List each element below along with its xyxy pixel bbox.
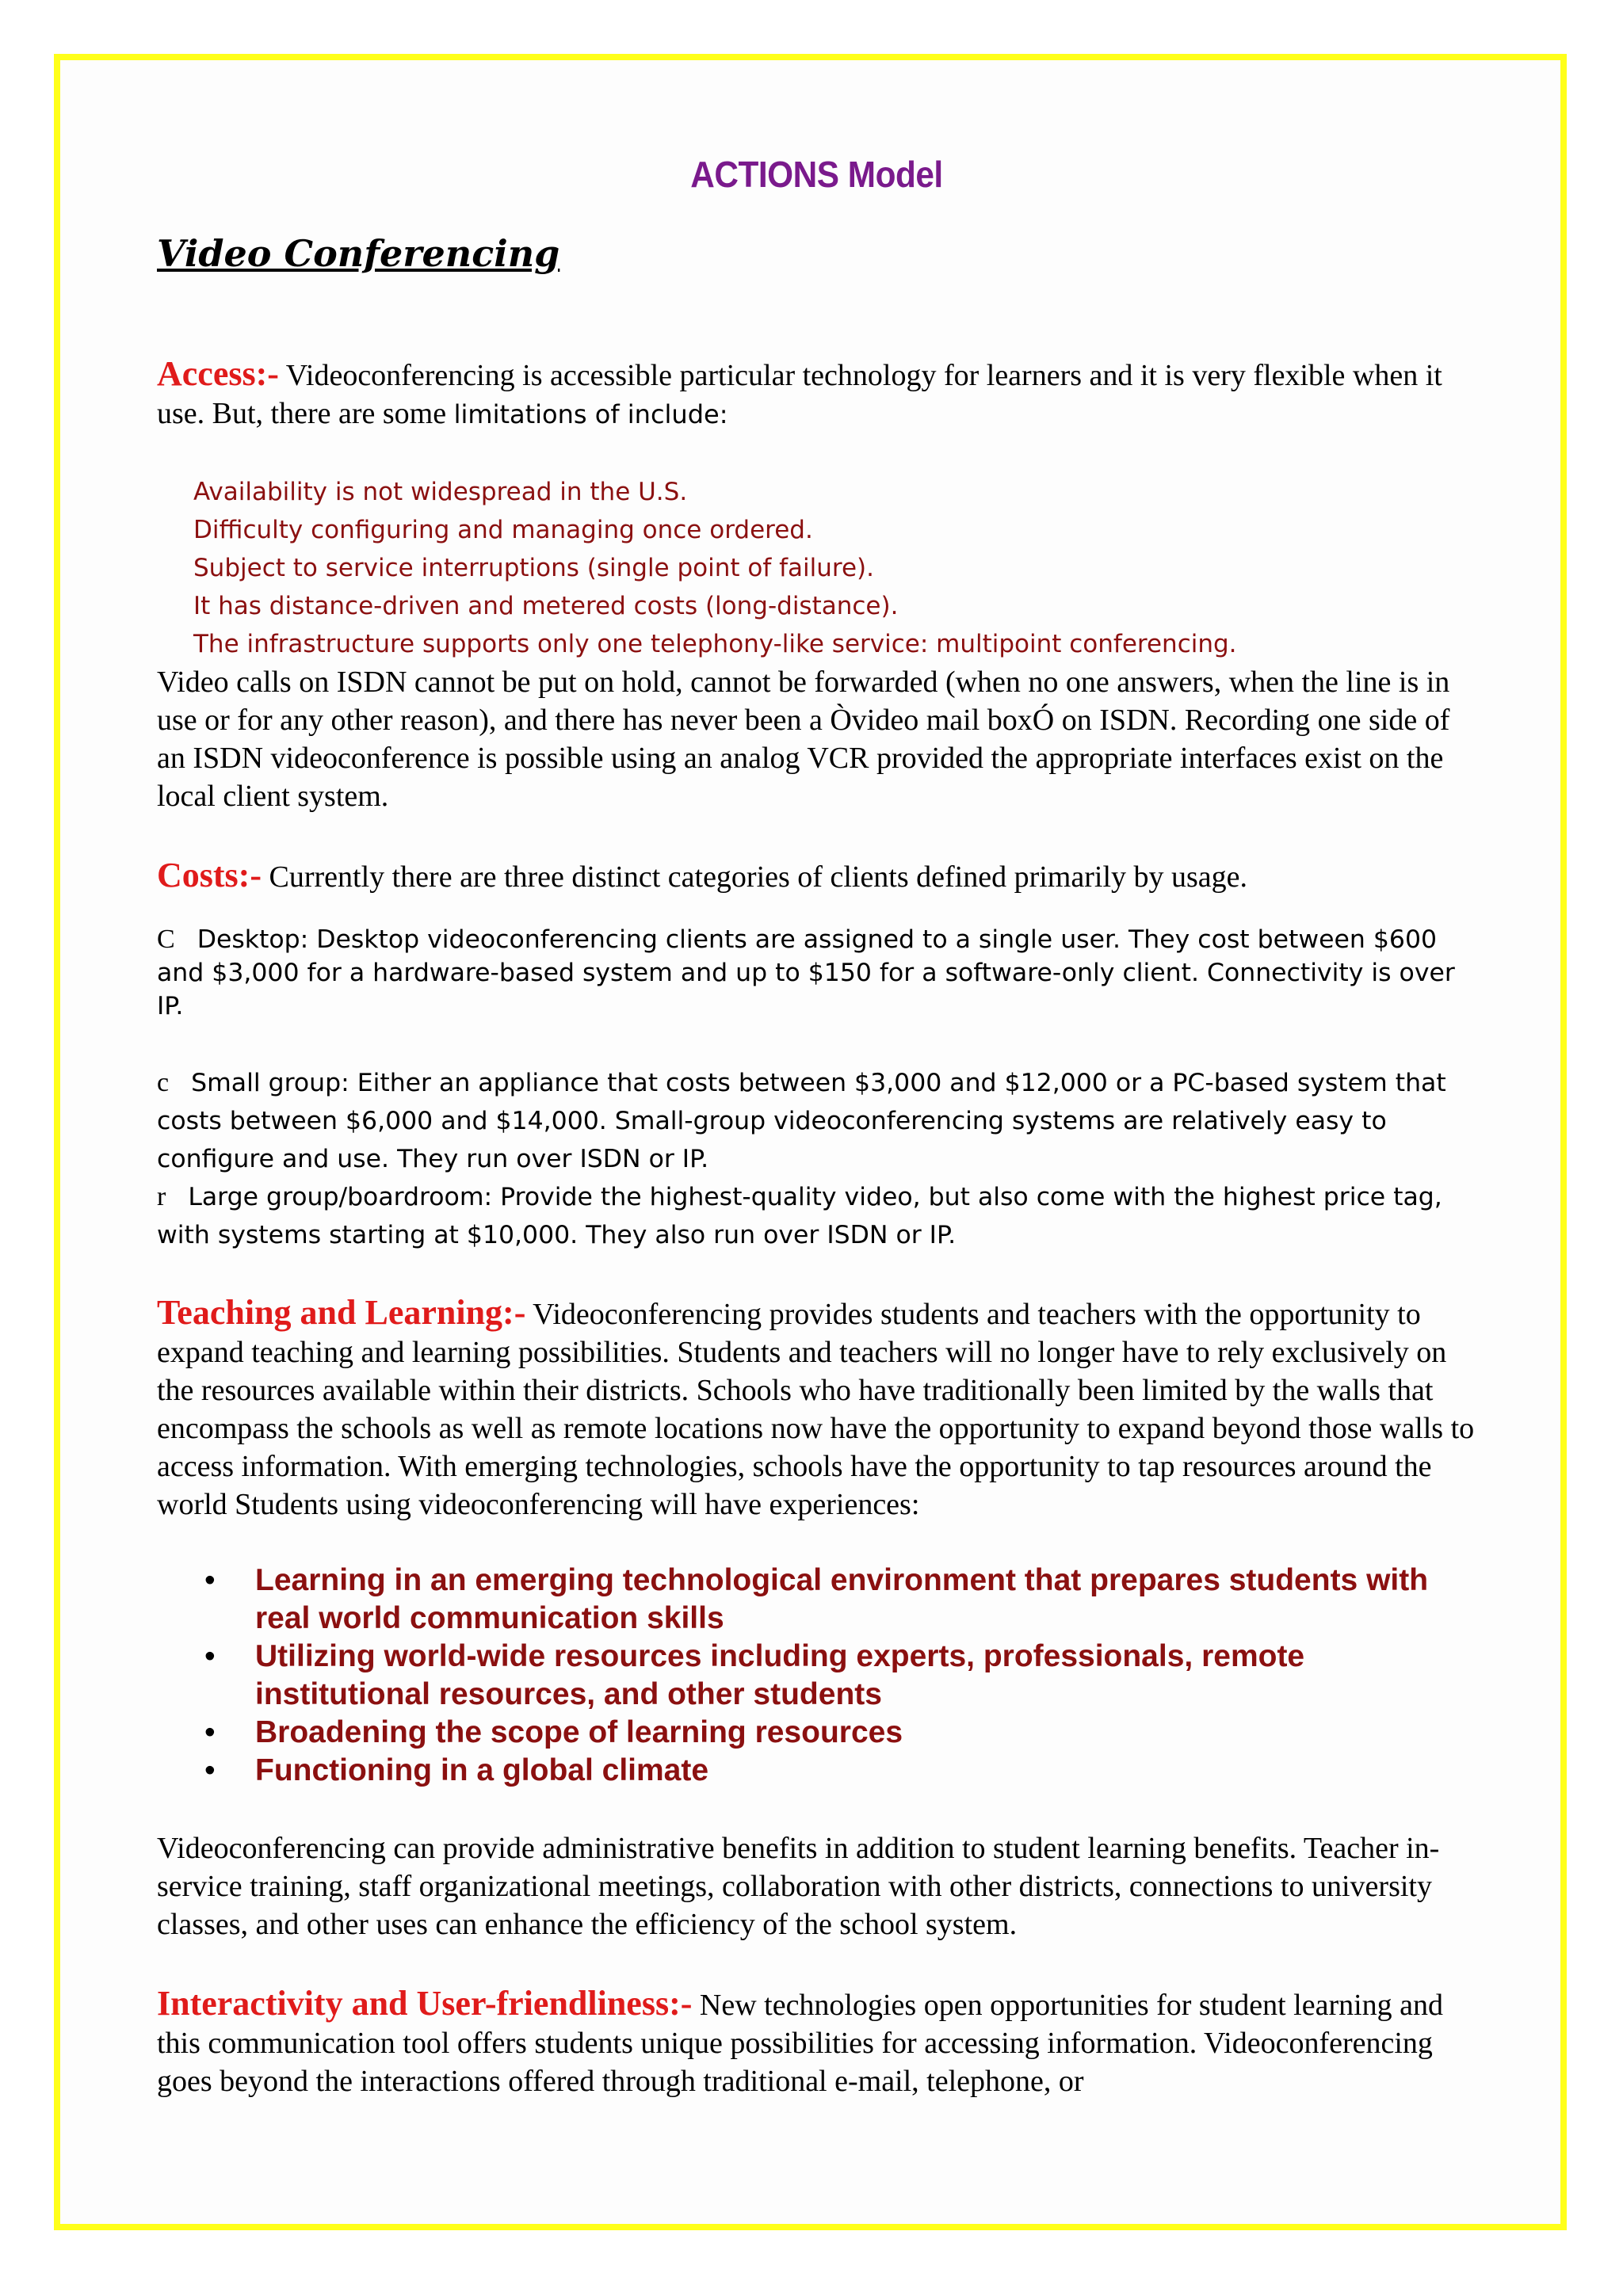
- experiences-list: [157, 1562, 1476, 1790]
- cost-item-small-group: [157, 1064, 1476, 1178]
- interactivity-heading: Interactivity and User-friendliness:-: [157, 1984, 693, 2023]
- access-heading: Access:-: [157, 354, 279, 393]
- bullet-icon: •: [204, 1753, 216, 1787]
- teaching-body: Videoconferencing provides students and teachers with the opportunity to expand teaching and learning possibilities. Students and teachers will no longer have to rely exclusively on the resources available within their districts. Schools who have traditionally been limited by the walls that encompass the schools as well as remote locations now have the opportunity to expand beyond those walls to access information. With emerging technologies, schools have the opportunity to tap resources around the world Students using videoconferencing will have experiences:: [157, 1298, 1475, 1521]
- limitation-item: It has distance-driven and metered costs (long-distance).: [193, 592, 899, 620]
- cost-item-text: Large group/boardroom: Provide the highest-quality video, but also come with the highest price tag, with systems starting at $10,000. They also run over ISDN or IP.: [157, 1183, 1442, 1249]
- access-intro: Videoconferencing is accessible particular technology for learners and it is very flexible when it use. But, there are some: [157, 359, 1442, 430]
- cost-item-large-group: [157, 1178, 1476, 1254]
- limitation-item: Availability is not widespread in the U.S.: [193, 478, 688, 506]
- cost-item-desktop: [157, 923, 1476, 1023]
- cost-item-marker: C: [157, 925, 175, 954]
- document-page: [157, 151, 1476, 2100]
- experience-text: Broadening the scope of learning resources: [255, 1715, 903, 1749]
- limitation-item: Subject to service interruptions (single point of failure).: [193, 554, 874, 582]
- costs-paragraph: [157, 856, 1476, 896]
- document-title: ACTIONS Model: [690, 154, 943, 195]
- teaching-paragraph: [157, 1294, 1476, 1524]
- cost-item-marker: c: [157, 1068, 170, 1097]
- bullet-icon: •: [204, 1639, 216, 1673]
- access-closing: Video calls on ISDN cannot be put on hold, cannot be forwarded (when no one answers, when the line is in use or for any other reason), and there has never been a Òvideo mail boxÓ on ISDN. Recording one side of an ISDN videoconference is possible using an analog VCR provided the appropriate interfaces exist on the local client system.: [157, 666, 1450, 813]
- experience-text: Utilizing world-wide resources including experts, professionals, remote institutional resources, and other students: [255, 1639, 1305, 1711]
- interactivity-body: New technologies open opportunities for student learning and this communication tool offers students unique possibilities for accessing information. Videoconferencing goes beyond the interactions offered through traditional e-mail, telephone, or: [157, 1989, 1444, 2098]
- limitation-item: The infrastructure supports only one telephony-like service: multipoint conferencing.: [193, 630, 1237, 658]
- access-intro-sans: limitations of include:: [453, 399, 728, 429]
- costs-intro: Currently there are three distinct categories of clients defined primarily by usage.: [261, 860, 1248, 894]
- interactivity-paragraph: [157, 1985, 1476, 2100]
- document-subtitle: Video Conferencing: [157, 232, 560, 275]
- experience-text: Learning in an emerging technological environment that prepares students with real world communication skills: [255, 1563, 1429, 1635]
- limitations-list: [157, 473, 1476, 663]
- costs-heading: Costs:-: [157, 856, 262, 894]
- cost-item-text: Small group: Either an appliance that costs between $3,000 and $12,000 or a PC-based system that costs between $6,000 and $14,000. Small-group videoconferencing systems are relatively easy to configure and use. They run over ISDN or IP.: [157, 1069, 1446, 1173]
- experience-item: [204, 1714, 1476, 1752]
- bullet-icon: •: [204, 1715, 216, 1749]
- experience-text: Functioning in a global climate: [255, 1753, 709, 1787]
- cost-item-marker: r: [157, 1182, 166, 1211]
- experience-item: [204, 1562, 1476, 1638]
- bullet-icon: •: [204, 1563, 216, 1597]
- access-paragraph: [157, 355, 1476, 433]
- limitation-item: Difficulty configuring and managing once ordered.: [193, 516, 813, 544]
- teaching-closing: Videoconferencing can provide administrative benefits in addition to student learning benefits. Teacher in-service training, staff organizational meetings, collaboration with other districts, connections to university classes, and other uses can enhance the efficiency of the school system.: [157, 1832, 1440, 1941]
- teaching-heading: Teaching and Learning:-: [157, 1293, 526, 1332]
- experience-item: [204, 1638, 1476, 1714]
- experience-item: [204, 1752, 1476, 1790]
- cost-item-text: Desktop: Desktop videoconferencing clients are assigned to a single user. They cost between $600 and $3,000 for a hardware-based system and up to $150 for a software-only client. Connectivity is over IP.: [157, 925, 1455, 1020]
